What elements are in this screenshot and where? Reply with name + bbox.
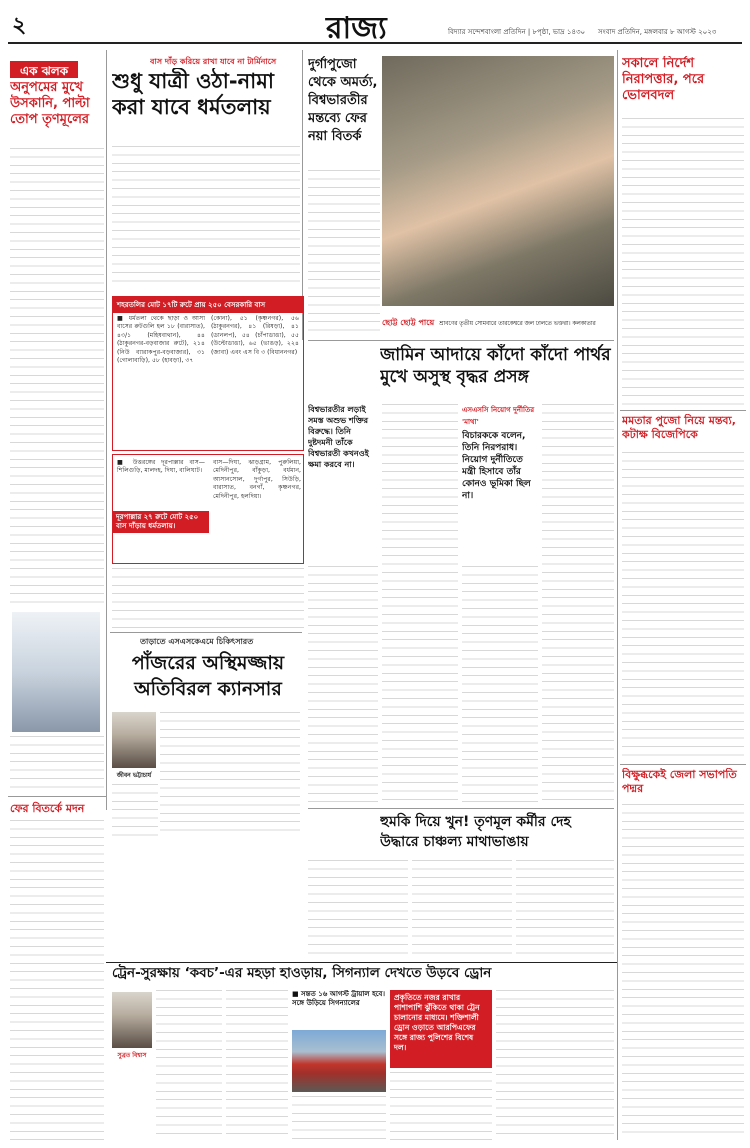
poster-caption <box>10 736 104 792</box>
col-rule <box>617 50 618 1140</box>
divider <box>308 340 614 341</box>
right-headline-2: মমতার পুজো নিয়ে মন্তব্য, কটাক্ষ বিজেপিকে <box>622 414 736 441</box>
longroute-list: বাস—দিঘা, ঝাড়গ্রাম, পুরুলিয়া, মেদিনীপুর, বাঁকুড়া, বর্ধমান, আসানসোল, দুর্গাপুর, সিউড়ি, বারাসাত, বনগাঁ, কৃষ্ণনগর, মেদিনীপুর, হলদিয়া। <box>213 459 301 500</box>
section-title: রাজ্য <box>326 11 387 44</box>
col-rule <box>106 50 107 810</box>
bus-body <box>112 146 300 286</box>
routes-right: (কোনা), ৫১ (কৃষ্ণনগর), ৫৬ (ঠাকুরনগর), ৪১ (রিষড়া), ৪১ (ডানলপ), ৫৪ (চাঁপাডাঙা), ৫৫ (উল্টোডাঙা), ৬৫ (ভাঙড়), ২২৪ (জাবা) এবং এস বি ৩ (বিধাননগর) <box>211 315 299 356</box>
train-body-b <box>226 990 288 1140</box>
page-number: ২ <box>12 13 27 38</box>
threat-body-a <box>308 860 408 960</box>
train-photo <box>292 1030 386 1092</box>
train-body-a <box>156 990 222 1140</box>
parth-side-label: এসএসসি নিয়োগ দুর্নীতির 'মাথা' <box>462 406 535 426</box>
routes-box-title: শহরতলির মোট ১৭টি রুটে প্রায় ২৫০ বেসরকারি বাস <box>113 297 303 313</box>
right-body-1 <box>622 118 744 408</box>
col1-body <box>10 148 104 608</box>
threat-body-c <box>516 860 614 960</box>
north-bengal-routes: ■ উত্তরঙ্গের দূরপাল্লার বাস—শিলিগুড়ি, মালদহ, দিঘা, বালিঘাট। <box>117 459 205 475</box>
durga-headline: দুর্গাপুজো থেকে অমর্ত্য, বিশ্বভারতীর মন্তব্যে ফের নয়া বিতর্ক <box>308 57 378 144</box>
threat-headline: হুমকি দিয়ে খুন! তৃণমূল কর্মীর দেহ উদ্ধারে চাঞ্চল্য মাথাভাঙায় <box>380 814 571 850</box>
threat-body-b <box>412 860 512 960</box>
header-left-meta: বিদ্যার সন্দেশবাংলা প্রতিদিন | ৮পৃষ্ঠা, ভাদ্র ১৪৩০ <box>448 28 586 36</box>
right-headline-3: বিক্ষুব্ধকেই জেলা সভাপতি পদ্মর <box>622 768 737 795</box>
bus-kicker: বাস দাঁড় করিয়ে রাখা যাবে না টার্মিনাসে <box>150 57 277 66</box>
col1-second-headline: ফের বিতর্কে মদন <box>10 802 85 815</box>
cancer-kicker: তাড়াতে এসএসকেএমে চিকিৎসারত <box>140 637 254 646</box>
routes-left: ■ ধর্মতলা থেকে ছাড়া ও আসা বাসের রুটগুলি হল ১৮ (বারাসাত), ৪৩/১ (মহিষবাথান), ৪৪ (ঠাকুরনগর-বড়বাজার রুটে), ২১৪ (নিউ ব্যারাকপুর-বড়বাজার), ৩১ (গোলাবাড়ি), ৫৮ (হাবড়া), ৩৭ <box>117 315 205 365</box>
header-right-meta: সংবাদ প্রতিদিন, মঙ্গলবার ৮ আগস্ট ২০২৩ <box>598 28 717 36</box>
parth-side-box <box>462 404 538 564</box>
bus-routes-box <box>112 296 304 451</box>
photo-caption-label: ছোট্ট ছোট্ট পায়ে <box>382 318 435 327</box>
bus-headline: শুধু যাত্রী ওঠা-নামা করা যাবে ধর্মতলায় <box>112 69 274 119</box>
divider <box>620 764 746 765</box>
col1-second-body <box>10 820 104 1140</box>
parth-body-b <box>462 566 538 806</box>
cancer-body <box>160 712 300 838</box>
parth-body-c <box>542 404 614 804</box>
ek-jhalak-tag: এক ঝলক <box>10 60 104 78</box>
cancer-body-left <box>112 784 158 838</box>
durga-body-cont <box>308 566 378 806</box>
col1-headline: অনুপমের মুখে উসকানি, পাল্টা তোপ তৃণমূলের <box>10 80 90 127</box>
right-headline-1: সকালে নির্দেশ নিরাপত্তার, পরে ভোলবদল <box>622 56 705 103</box>
cancer-headline: পাঁজরের অস্থিমজ্জায় অতিবিরল ক্যানসার <box>131 652 285 700</box>
bus-longroute-box <box>112 454 304 564</box>
photo-caption <box>382 310 614 338</box>
tmc-poster-image <box>12 612 100 732</box>
parth-body-a <box>382 404 458 804</box>
devotees-photo <box>382 56 614 306</box>
photo-caption-text: শ্রাবণের তৃতীয় সোমবারে তারকেশ্বরে জল ঢালতে ভক্তরা। কলকাতার <box>439 321 596 327</box>
divider <box>620 410 746 411</box>
divider <box>110 632 302 633</box>
doctor-photo <box>112 712 156 768</box>
parth-side-text: বিচারককে বলেন, তিনি নিরপরাধ। নিয়োগ দুর্নীতিতে মন্ত্রী হিসাবে তাঁর কোনও ভূমিকা ছিল না। <box>462 431 531 501</box>
longroute-title: দূরপাল্লার ২৭ রুটে মোট ২৫০ বাস দাঁড়ায় ধর্মতলায়। <box>113 511 209 533</box>
divider <box>308 808 614 809</box>
reporter-photo <box>112 992 152 1048</box>
doctor-caption: জীবন ভট্টাচার্য <box>116 772 152 779</box>
parth-headline: জামিন আদায়ে কাঁদো কাঁদো পার্থর মুখে অসুস্থ বৃদ্ধর প্রসঙ্গ <box>380 345 611 387</box>
train-body-e <box>496 990 614 1140</box>
bus-body-cont <box>112 568 304 628</box>
train-byline: সুব্রত বিশ্বাস <box>117 1052 147 1059</box>
durga-body <box>308 170 380 338</box>
right-body-2 <box>622 452 744 762</box>
divider <box>106 962 617 963</box>
train-headline: ট্রেন-সুরক্ষায় ‘কবচ’-এর মহড়া হাওড়ায়, সিগন্যাল দেখতে উড়বে ড্রোন <box>112 965 492 981</box>
page-header <box>8 4 742 44</box>
durga-pullquote: বিশ্বভারতীর লড়াই সমস্ত অশুভ শক্তির বিরুদ্ধে। তিনি দুষ্টদমনী তাঁকে বিশ্বভারতী কখনওই ক্ষমা করবে না। <box>308 405 369 469</box>
train-red-box: প্রকৃতিতে নজর রাখার পাশাপাশি ঝুঁকিতে থাকা ট্রেন চালানোর মাধ্যমে। শক্তিশালী ড্রোন ওড়াতে আরপিএফের সঙ্গে রাজ্য পুলিশের বিশেষ দল। <box>390 990 492 1068</box>
right-body-3 <box>622 804 744 1140</box>
train-body-c <box>292 1096 386 1140</box>
train-body-d <box>390 1072 492 1140</box>
train-bullet: ■ সন্তত ১৬ আগস্ট ট্রায়াল হবে। সঙ্গে উড়িয়ে সিগন্যালের <box>292 990 385 1007</box>
divider <box>8 796 106 797</box>
